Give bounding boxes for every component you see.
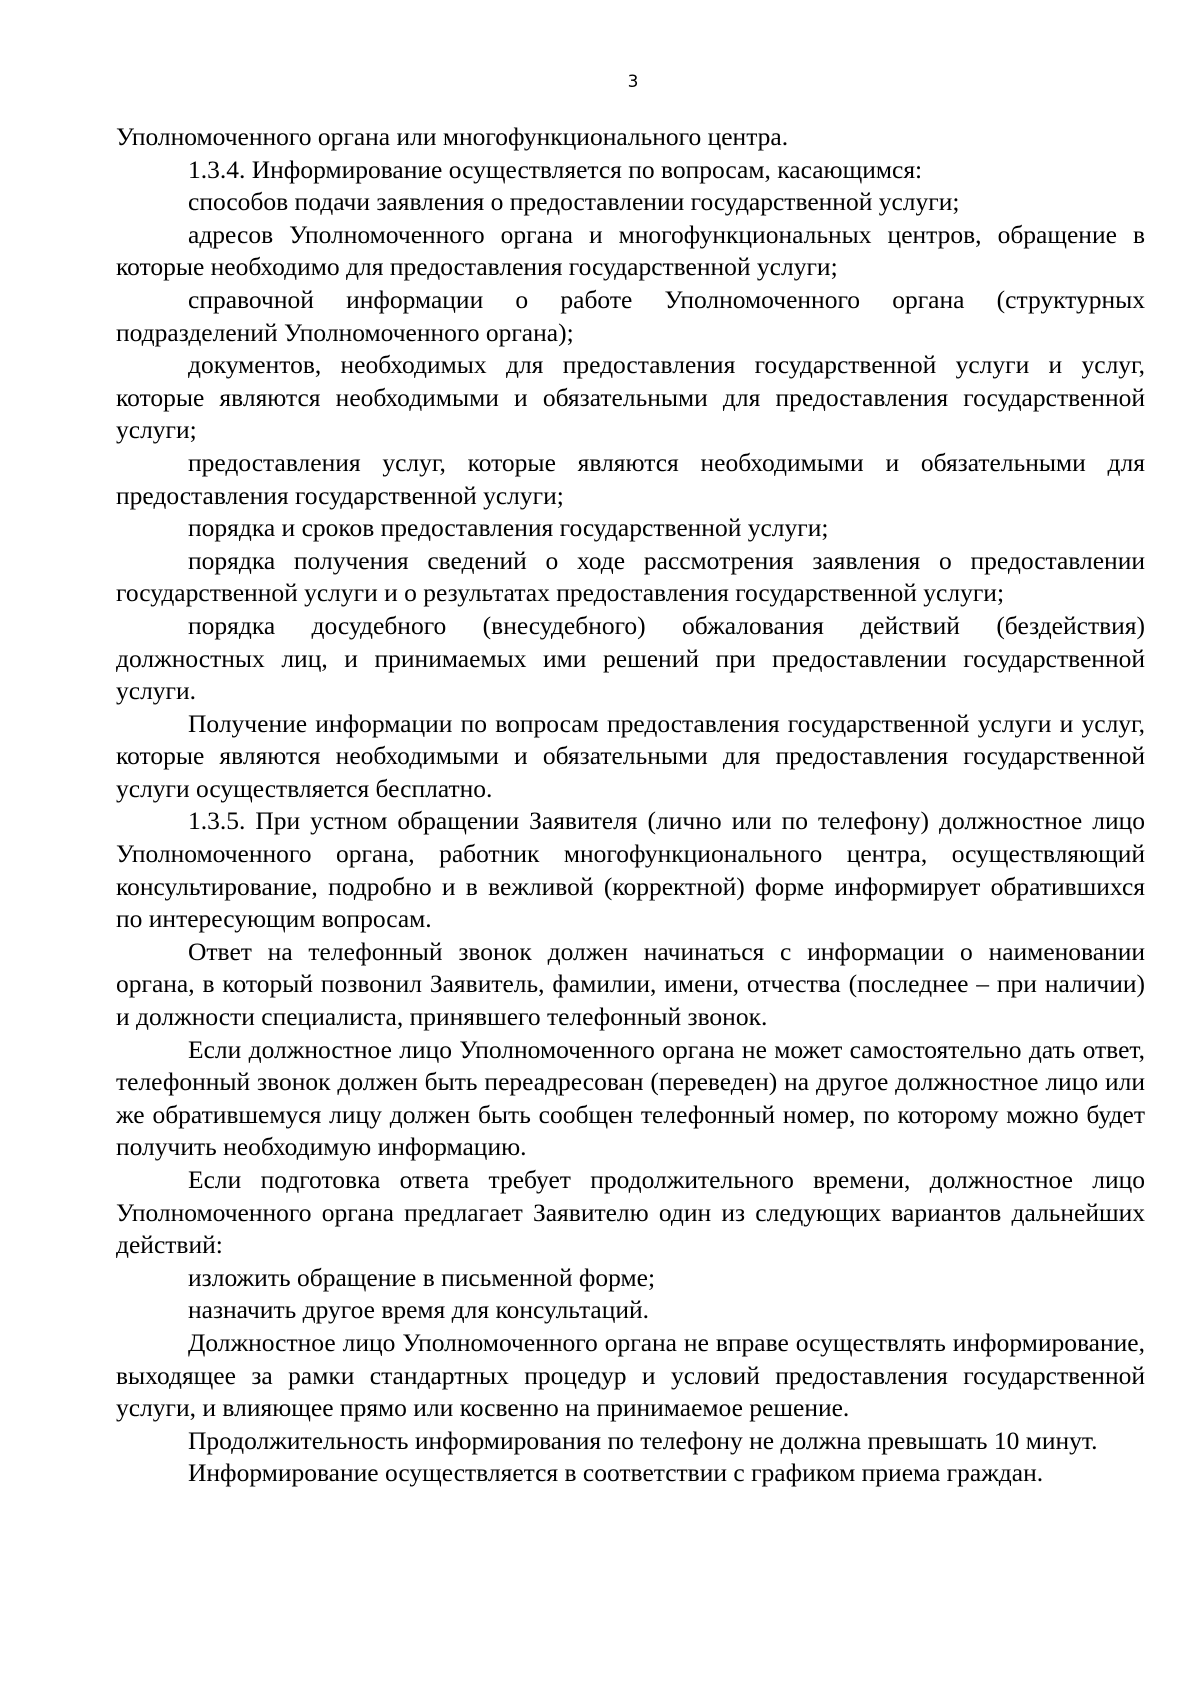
paragraph-list-item: изложить обращение в письменной форме; [188,1262,656,1292]
paragraph-list-item: документов, необходимых для предоставления государственной услуги и услуг, которые являются необходимыми и обязательными для предоставления государственной услуги; [116,350,1145,445]
paragraph-list-item: порядка досудебного (внесудебного) обжалования действий (бездействия) должностных лиц, и принимаемых ими решений при предоставлении государственной услуги. [116,610,1145,706]
paragraph: Получение информации по вопросам предоставления государственной услуги и услуг, которые являются необходимыми и обязательными для предоставления государственной услуги осуществляется бесплатно. [116,708,1145,803]
paragraph-list-item: назначить другое время для консультаций. [188,1295,650,1325]
paragraph-section-1-3-4: 1.3.4. Информирование осуществляется по вопросам, касающимся: [188,154,923,184]
paragraph-list-item: порядка и сроков предоставления государственной услуги; [188,513,829,543]
paragraph: Продолжительность информирования по телефону не должна превышать 10 минут. [188,1425,1098,1455]
paragraph-list-item: способов подачи заявления о предоставлении государственной услуги; [188,187,960,217]
page-number: 3 [627,72,639,92]
paragraph-list-item: порядка получения сведений о ходе рассмотрения заявления о предоставлении государственной услуги и о результатах предоставления государственной услуги; [116,545,1145,608]
paragraph: Должностное лицо Уполномоченного органа не вправе осуществлять информирование, выходящее за рамки стандартных процедур и условий предоставления государственной услуги, и влияющее прямо или косвенно на принимаемое решение. [116,1327,1145,1423]
document-body [116,121,1145,1490]
paragraph: Информирование осуществляется в соответствии с графиком приема граждан. [188,1458,1044,1488]
paragraph-continuation: Уполномоченного органа или многофункционального центра. [116,122,789,151]
paragraph: Ответ на телефонный звонок должен начинаться с информации о наименовании органа, в который позвонил Заявитель, фамилии, имени, отчества (последнее – при наличии) и должности специалиста, принявшего телефонный звонок. [116,936,1145,1032]
paragraph: Если подготовка ответа требует продолжительного времени, должностное лицо Уполномоченного органа предлагает Заявителю один из следующих вариантов дальнейших действий: [116,1165,1145,1260]
paragraph-list-item: адресов Уполномоченного органа и многофункциональных центров, обращение в которые необходимо для предоставления государственной услуги; [116,219,1145,282]
paragraph-list-item: предоставления услуг, которые являются необходимыми и обязательными для предоставления государственной услуги; [116,447,1145,510]
paragraph: Если должностное лицо Уполномоченного органа не может самостоятельно дать ответ, телефонный звонок должен быть переадресован (переведен) на другое должностное лицо или же обратившемуся лицу должен быть сообщен телефонный номер, по которому можно будет получить необходимую информацию. [116,1034,1145,1162]
paragraph-list-item: справочной информации о работе Уполномоченного органа (структурных подразделений Уполномоченного органа); [116,284,1145,347]
paragraph-section-1-3-5: 1.3.5. При устном обращении Заявителя (лично или по телефону) должностное лицо Уполномоченного органа, работник многофункционального центра, осуществляющий консультирование, подробно и в вежливой (корректной) форме информирует обратившихся по интересующим вопросам. [116,806,1145,934]
